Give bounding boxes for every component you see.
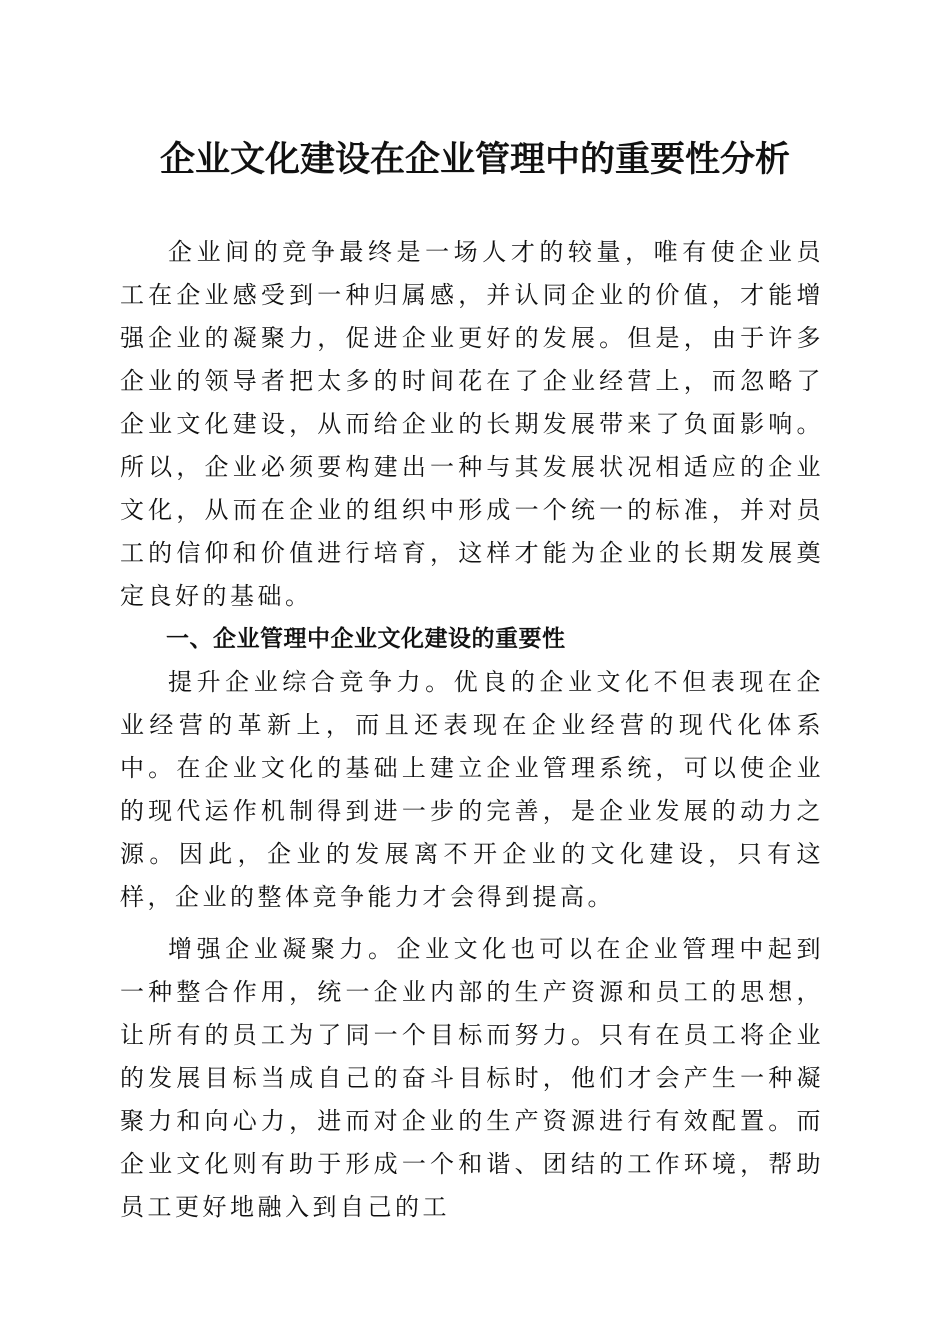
intro-paragraph: 企业间的竞争最终是一场人才的较量，唯有使企业员工在企业感受到一种归属感，并认同企业的价值，才能增强企业的凝聚力，促进企业更好的发展。但是，由于许多企业的领导者把太多的时间花在了企业经营上，而忽略了企业文化建设，从而给企业的长期发展带来了负面影响。所以，企业必须要构建出一种与其发展状况相适应的企业文化，从而在企业的组织中形成一个统一的标准，并对员工的信仰和价值进行培育，这样才能为企业的长期发展奠定良好的基础。 — [120, 238, 824, 610]
document-body — [120, 231, 824, 1229]
paragraph-competitiveness: 提升企业综合竞争力。优良的企业文化不但表现在企业经营的革新上，而且还表现在企业经营的现代化体系中。在企业文化的基础上建立企业管理系统，可以使企业的现代运作机制得到进一步的完善，是企业发展的动力之源。因此，企业的发展离不开企业的文化建设，只有这样，企业的整体竞争能力才会得到提高。 — [120, 668, 824, 911]
paragraph-gap — [120, 919, 824, 928]
paragraph-cohesion: 增强企业凝聚力。企业文化也可以在企业管理中起到一种整合作用，统一企业内部的生产资源和员工的思想，让所有的员工为了同一个目标而努力。只有在员工将企业的发展目标当成自己的奋斗目标时，他们才会产生一种凝聚力和向心力，进而对企业的生产资源进行有效配置。而企业文化则有助于形成一个和谐、团结的工作环境，帮助员工更好地融入到自己的工 — [120, 935, 824, 1221]
section-heading: 一、企业管理中企业文化建设的重要性 — [166, 626, 566, 652]
document-title: 企业文化建设在企业管理中的重要性分析 — [159, 139, 790, 180]
